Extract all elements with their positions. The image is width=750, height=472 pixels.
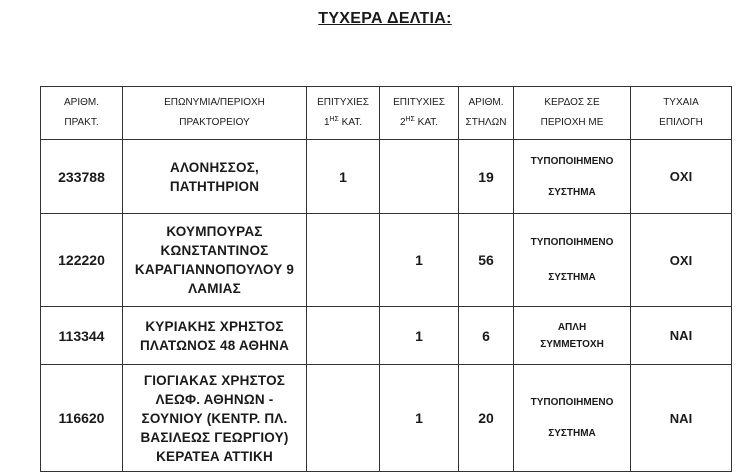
document-title: ΤΥΧΕΡΑ ΔΕΛΤΙΑ: <box>318 10 452 27</box>
column-count: 20 <box>459 365 514 472</box>
agency-name: ΑΛΟΝΗΣΣΟΣ, ΠΑΤΗΤΗΡΙΟΝ <box>123 140 307 214</box>
random-pick: ΝΑΙ <box>631 307 732 365</box>
header-second-category: ΕΠΙΤΥΧΙΕΣ $2^{H\Sigma}$ ΚΑΤ. <box>380 87 459 140</box>
column-count: 6 <box>459 307 514 365</box>
first-category-wins <box>307 214 380 307</box>
second-category-wins: 1 <box>380 365 459 472</box>
lucky-tickets-table <box>40 86 732 472</box>
profit-type: ΤΥΠΟΠΟΙΗΜΕΝΟ ΣΥΣΤΗΜΑ <box>514 214 631 307</box>
column-count: 19 <box>459 140 514 214</box>
column-count: 56 <box>459 214 514 307</box>
header-columns: ΑΡΙΘΜ. ΣΤΗΛΩΝ <box>459 87 514 140</box>
profit-type: ΤΥΠΟΠΟΙΗΜΕΝΟ ΣΥΣΤΗΜΑ <box>514 365 631 472</box>
header-first-category: ΕΠΙΤΥΧΙΕΣ $1^{H\Sigma}$ ΚΑΤ. <box>307 87 380 140</box>
header-agent-number: ΑΡΙΘΜ. ΠΡΑΚΤ. <box>41 87 123 140</box>
random-pick: ΟΧΙ <box>631 214 732 307</box>
agency-name: ΚΟΥΜΠΟΥΡΑΣ ΚΩΝΣΤΑΝΤΙΝΟΣ ΚΑΡΑΓΙΑΝΝΟΠΟΥΛΟΥ 9 ΛΑΜΙΑΣ <box>123 214 307 307</box>
header-profit: ΚΕΡΔΟΣ ΣΕ ΠΕΡΙΟΧΗ ΜΕ <box>514 87 631 140</box>
profit-type: ΑΠΛΗ ΣΥΜΜΕΤΟΧΗ <box>514 307 631 365</box>
profit-type: ΤΥΠΟΠΟΙΗΜΕΝΟ ΣΥΣΤΗΜΑ <box>514 140 631 214</box>
header-random-pick: ΤΥΧΑΙΑ ΕΠΙΛΟΓΗ <box>631 87 732 140</box>
agent-number: 113344 <box>41 307 123 365</box>
agency-name: ΓΙΟΓΙΑΚΑΣ ΧΡΗΣΤΟΣ ΛΕΩΦ. ΑΘΗΝΩΝ - ΣΟΥΝΙΟΥ (ΚΕΝΤΡ. ΠΛ. ΒΑΣΙΛΕΩΣ ΓΕΩΡΓΙΟΥ) ΚΕΡΑΤΕΑ ΑΤΤΙΚΗ <box>123 365 307 472</box>
first-category-wins <box>307 365 380 472</box>
table-header-row <box>41 87 732 140</box>
agent-number: 233788 <box>41 140 123 214</box>
header-agency-name: ΕΠΩΝΥΜΙΑ/ΠΕΡΙΟΧΗ ΠΡΑΚΤΟΡΕΙΟΥ <box>123 87 307 140</box>
second-category-wins <box>380 140 459 214</box>
second-category-wins: 1 <box>380 307 459 365</box>
second-category-wins: 1 <box>380 214 459 307</box>
agency-name: ΚΥΡΙΑΚΗΣ ΧΡΗΣΤΟΣ ΠΛΑΤΩΝΟΣ 48 ΑΘΗΝΑ <box>123 307 307 365</box>
first-category-wins: 1 <box>307 140 380 214</box>
agent-number: 116620 <box>41 365 123 472</box>
agent-number: 122220 <box>41 214 123 307</box>
table-row <box>41 140 732 214</box>
table-row <box>41 214 732 307</box>
table-row <box>41 307 732 365</box>
random-pick: ΟΧΙ <box>631 140 732 214</box>
first-category-wins <box>307 307 380 365</box>
random-pick: ΝΑΙ <box>631 365 732 472</box>
table-row <box>41 365 732 472</box>
